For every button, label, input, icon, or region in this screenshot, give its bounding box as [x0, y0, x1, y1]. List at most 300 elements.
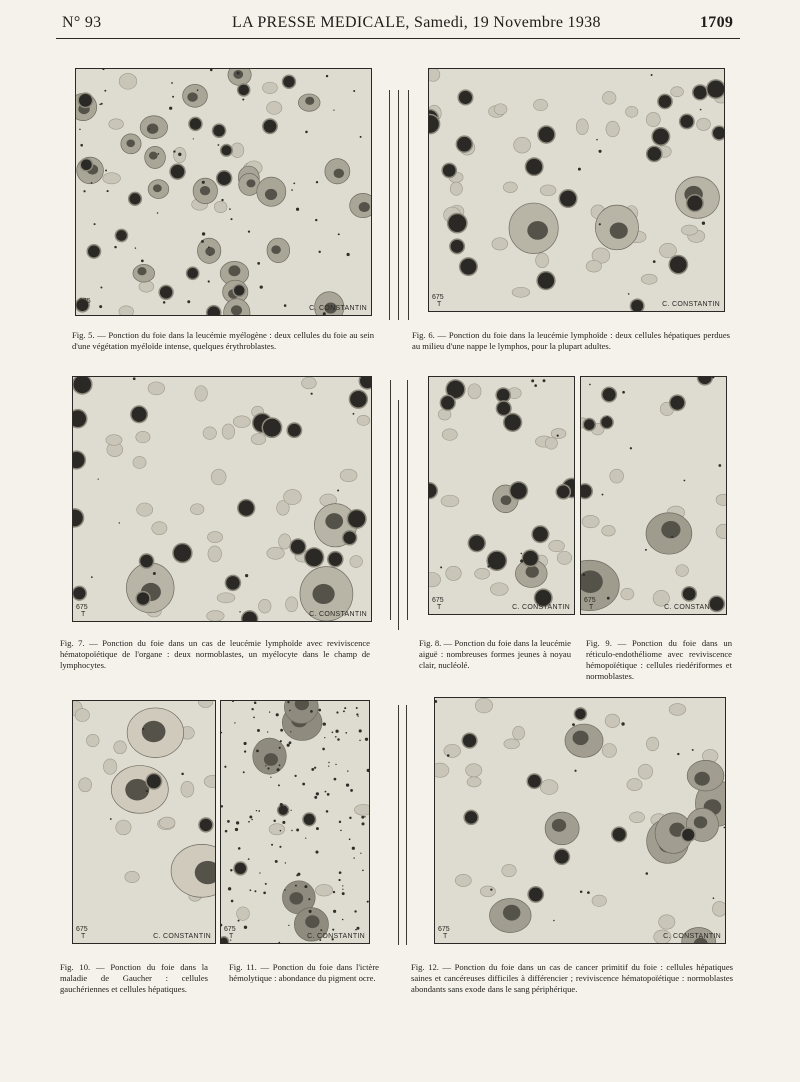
- granule: [225, 830, 228, 833]
- small-cell: [526, 773, 542, 789]
- red-blood-cell: [190, 504, 203, 515]
- small-cell: [611, 826, 627, 842]
- small-cell: [206, 305, 222, 315]
- granule: [257, 262, 260, 265]
- granule: [347, 253, 350, 256]
- granule: [280, 740, 282, 742]
- granule: [582, 573, 585, 576]
- red-blood-cell: [217, 593, 235, 603]
- header-rule: [56, 38, 740, 39]
- granule: [628, 293, 630, 295]
- figure-7-plate: [72, 376, 372, 622]
- small-cell: [697, 377, 713, 386]
- small-cell: [198, 817, 213, 832]
- column-separator: [398, 90, 399, 320]
- granule: [702, 222, 705, 225]
- small-cell: [555, 484, 571, 500]
- small-cell: [342, 530, 357, 545]
- red-blood-cell: [125, 871, 139, 882]
- granule: [332, 731, 334, 733]
- granule: [599, 150, 602, 153]
- granule: [267, 767, 269, 769]
- granule: [221, 732, 222, 734]
- red-blood-cell: [502, 864, 516, 876]
- plate-number: 675: [432, 597, 444, 604]
- granule: [490, 888, 492, 890]
- small-cell: [668, 255, 688, 275]
- granule: [202, 181, 205, 184]
- granule: [276, 713, 279, 716]
- small-cell: [172, 543, 192, 563]
- red-blood-cell: [592, 895, 607, 906]
- large-cell: [148, 180, 169, 199]
- small-cell: [327, 551, 344, 568]
- micrograph-drawing: [76, 69, 371, 315]
- large-cell: [228, 69, 251, 85]
- engraver-signature: C. CONSTANTIN: [309, 305, 367, 312]
- granule: [267, 731, 268, 732]
- granule: [282, 821, 285, 824]
- granule: [289, 710, 291, 712]
- figure-7-caption: Fig. 7. — Ponction du foie dans un cas de leucémie lymphoïde avec reviviscence hématopoïétique de l'organe : deux normoblastes, un myélocyte dans le champ de lymphocytes.: [60, 638, 370, 670]
- granule: [83, 190, 85, 192]
- granule: [557, 435, 559, 437]
- column-separator: [408, 90, 409, 320]
- red-blood-cell: [606, 121, 619, 137]
- granule: [249, 815, 252, 818]
- large-cell: [145, 146, 166, 168]
- column-separator: [398, 705, 399, 945]
- micrograph-drawing: [429, 377, 574, 614]
- granule: [91, 576, 93, 578]
- column-separator: [390, 380, 391, 620]
- red-blood-cell: [429, 69, 440, 81]
- granule: [270, 777, 271, 778]
- small-cell: [73, 586, 87, 601]
- small-cell: [115, 229, 129, 243]
- red-blood-cell: [195, 386, 208, 402]
- red-blood-cell: [586, 260, 601, 272]
- red-blood-cell: [582, 515, 599, 528]
- granule: [304, 885, 307, 888]
- granule: [359, 729, 362, 732]
- granule: [713, 897, 715, 899]
- granule: [332, 929, 334, 931]
- granule: [520, 559, 523, 562]
- large-cell: [565, 724, 603, 757]
- small-cell: [347, 509, 367, 529]
- red-blood-cell: [466, 764, 482, 777]
- granule: [356, 707, 358, 709]
- small-cell: [225, 575, 242, 592]
- red-blood-cell: [133, 456, 146, 468]
- granule: [290, 731, 291, 732]
- plate-letter: T: [229, 933, 234, 940]
- granule: [242, 98, 244, 100]
- granule: [355, 929, 357, 931]
- small-cell: [233, 284, 246, 297]
- small-cell: [237, 499, 255, 517]
- figure-10-caption: Fig. 10. — Ponction du foie dans la maladie de Gaucher : cellules gauchériennes et cellules hépatiques.: [60, 962, 208, 994]
- plate-number: 675: [432, 294, 444, 301]
- granule: [360, 853, 361, 854]
- small-cell: [669, 394, 686, 411]
- red-blood-cell: [669, 704, 686, 716]
- red-blood-cell: [503, 182, 517, 193]
- red-blood-cell: [697, 118, 711, 130]
- granule: [342, 892, 345, 895]
- granule: [221, 805, 223, 807]
- granule: [356, 713, 358, 715]
- small-cell: [77, 92, 93, 108]
- small-cell: [233, 861, 247, 875]
- granule: [258, 810, 260, 812]
- granule: [284, 889, 286, 891]
- granule: [228, 887, 231, 890]
- granule: [671, 536, 673, 538]
- granule: [630, 447, 632, 449]
- granule: [244, 742, 247, 745]
- red-blood-cell: [214, 201, 227, 212]
- micrograph-drawing: [429, 69, 724, 311]
- granule: [263, 892, 266, 895]
- granule: [553, 920, 555, 922]
- granule: [202, 232, 205, 235]
- large-cell: [183, 84, 208, 107]
- small-cell: [241, 610, 259, 621]
- granule: [320, 929, 322, 931]
- large-cell: [350, 193, 371, 217]
- granule: [105, 170, 107, 172]
- granule: [346, 784, 349, 787]
- granule: [310, 710, 313, 713]
- small-cell: [216, 170, 233, 187]
- granule: [224, 766, 226, 768]
- red-blood-cell: [444, 744, 461, 757]
- red-blood-cell: [106, 435, 122, 446]
- granule: [607, 597, 610, 600]
- granule: [248, 821, 250, 823]
- red-blood-cell: [114, 741, 127, 754]
- granule: [294, 775, 296, 777]
- small-cell: [553, 848, 570, 865]
- granule: [543, 379, 546, 382]
- red-blood-cell: [536, 253, 549, 268]
- granule: [221, 199, 223, 201]
- column-separator: [406, 705, 407, 945]
- granule: [718, 464, 721, 467]
- granule: [236, 821, 239, 824]
- red-blood-cell: [602, 525, 616, 536]
- granule: [606, 416, 609, 419]
- granule: [98, 479, 99, 480]
- red-blood-cell: [357, 415, 370, 425]
- plate-letter: T: [81, 933, 86, 940]
- granule: [326, 75, 328, 77]
- small-cell: [651, 127, 670, 146]
- large-cell: [193, 178, 217, 204]
- granule: [684, 480, 686, 482]
- granule: [339, 871, 342, 874]
- small-cell: [212, 123, 227, 138]
- red-blood-cell: [279, 534, 291, 549]
- red-blood-cell: [646, 737, 658, 751]
- granule: [340, 830, 342, 832]
- column-separator: [389, 90, 390, 320]
- granule: [248, 858, 250, 860]
- granule: [197, 89, 199, 91]
- granule: [218, 144, 220, 146]
- red-blood-cell: [119, 306, 134, 315]
- granule: [534, 384, 537, 387]
- red-blood-cell: [75, 709, 89, 722]
- granule: [353, 857, 354, 858]
- small-cell: [128, 192, 142, 206]
- granule: [338, 233, 340, 235]
- small-cell: [486, 550, 507, 571]
- red-blood-cell: [490, 583, 508, 596]
- red-blood-cell: [103, 173, 121, 184]
- small-cell: [289, 538, 306, 555]
- granule: [157, 212, 158, 213]
- plate-number: 675: [76, 926, 88, 933]
- journal-title: LA PRESSE MEDICALE, Samedi, 19 Novembre 1938: [232, 14, 601, 31]
- granule: [440, 566, 442, 568]
- granule: [114, 246, 116, 248]
- granule: [153, 572, 156, 575]
- granule: [141, 260, 144, 263]
- small-cell: [304, 547, 325, 568]
- figure-12-caption: Fig. 12. — Ponction du foie dans un cas de cancer primitif du foie : cellules hépatiques saines et cancéreuses difficiles à différencier ; reviviscence hématopoïétique : normoblastes abondants sans exode dans le sang périphérique.: [411, 962, 733, 994]
- red-blood-cell: [354, 804, 369, 815]
- figure-5-plate: [75, 68, 372, 316]
- figure-6-plate: [428, 68, 725, 312]
- red-blood-cell: [198, 701, 213, 708]
- granule: [100, 287, 102, 289]
- red-blood-cell: [646, 112, 660, 126]
- small-cell: [73, 377, 93, 395]
- red-blood-cell: [441, 495, 459, 507]
- red-blood-cell: [455, 874, 471, 886]
- large-cell: [509, 203, 558, 253]
- granule: [347, 770, 348, 771]
- red-blood-cell: [237, 907, 250, 921]
- figure-8-caption: Fig. 8. — Ponction du foie dans la leucémie aiguë : nombreuses formes jeunes à noyau clair, nucléolé.: [419, 638, 571, 670]
- granule: [102, 69, 104, 70]
- small-cell: [601, 387, 617, 403]
- granule: [531, 379, 534, 382]
- plate-number: 675: [584, 597, 596, 604]
- small-cell: [73, 450, 86, 469]
- granule: [235, 828, 238, 831]
- granule: [596, 139, 598, 141]
- granule: [259, 872, 260, 873]
- red-blood-cell: [712, 901, 725, 916]
- small-cell: [282, 74, 296, 88]
- small-cell: [559, 189, 578, 208]
- granule: [209, 255, 210, 256]
- granule: [335, 736, 337, 738]
- granule: [80, 144, 83, 147]
- granule: [435, 700, 437, 703]
- granule: [234, 722, 235, 723]
- granule: [318, 709, 321, 712]
- red-blood-cell: [116, 820, 131, 835]
- granule: [133, 377, 136, 380]
- large-cell: [257, 177, 286, 206]
- granule: [622, 391, 625, 394]
- granule: [163, 301, 166, 304]
- small-cell: [169, 163, 186, 180]
- red-blood-cell: [630, 812, 645, 823]
- small-cell: [574, 707, 588, 721]
- granule: [146, 790, 148, 792]
- granule: [362, 822, 365, 825]
- granule: [314, 767, 316, 769]
- red-blood-cell: [659, 243, 676, 257]
- plate-letter: T: [437, 604, 442, 611]
- red-blood-cell: [605, 714, 620, 727]
- granule: [232, 701, 234, 702]
- granule: [333, 891, 335, 893]
- large-cell: [127, 708, 184, 758]
- red-blood-cell: [468, 384, 481, 399]
- granule: [277, 768, 280, 771]
- red-blood-cell: [638, 764, 652, 779]
- granule: [107, 190, 109, 192]
- granule: [104, 90, 106, 92]
- plate-number: 675: [79, 298, 91, 305]
- column-separator: [398, 400, 399, 630]
- granule: [293, 182, 295, 184]
- granule: [99, 305, 102, 308]
- granule: [319, 251, 321, 253]
- granule: [119, 522, 120, 523]
- small-cell: [468, 534, 486, 552]
- granule: [574, 770, 576, 772]
- granule: [349, 838, 351, 840]
- granule: [171, 82, 173, 84]
- granule: [447, 754, 450, 757]
- red-blood-cell: [716, 524, 726, 538]
- engraver-signature: C. CONSTANTIN: [662, 301, 720, 308]
- granule: [327, 793, 330, 796]
- granule: [249, 889, 251, 891]
- granule: [316, 827, 319, 830]
- granule: [315, 219, 317, 221]
- granule: [254, 701, 257, 704]
- engraver-signature: C. CONSTANTIN: [664, 604, 722, 611]
- granule: [367, 769, 369, 772]
- small-cell: [262, 118, 278, 134]
- small-cell: [130, 405, 148, 423]
- plate-number: 675: [438, 926, 450, 933]
- granule: [323, 722, 326, 725]
- granule: [101, 103, 103, 105]
- red-blood-cell: [610, 469, 624, 483]
- red-blood-cell: [549, 540, 565, 551]
- red-blood-cell: [512, 287, 530, 297]
- granule: [322, 748, 325, 751]
- granule: [287, 744, 290, 747]
- granule: [487, 565, 489, 567]
- micrograph-drawing: [581, 377, 726, 614]
- red-blood-cell: [671, 87, 684, 97]
- small-cell: [188, 117, 203, 132]
- granule: [257, 729, 260, 732]
- granule: [237, 72, 240, 75]
- engraver-signature: C. CONSTANTIN: [309, 611, 367, 618]
- column-separator: [407, 380, 408, 620]
- granule: [359, 740, 360, 741]
- small-cell: [527, 886, 544, 903]
- red-blood-cell: [475, 698, 492, 713]
- granule: [296, 208, 299, 211]
- red-blood-cell: [641, 274, 657, 284]
- granule: [178, 153, 181, 156]
- granule: [358, 716, 359, 717]
- granule: [364, 816, 365, 817]
- granule: [227, 820, 230, 823]
- red-blood-cell: [340, 469, 357, 482]
- granule: [181, 773, 184, 776]
- granule: [230, 869, 232, 871]
- granule: [360, 136, 362, 138]
- granule: [316, 181, 318, 183]
- granule: [169, 107, 172, 110]
- granule: [221, 924, 222, 927]
- large-cell: [140, 116, 167, 139]
- red-blood-cell: [435, 763, 449, 777]
- small-cell: [158, 285, 173, 300]
- plate-number: 675: [224, 926, 236, 933]
- red-blood-cell: [137, 503, 153, 516]
- granule: [110, 818, 112, 820]
- granule: [361, 816, 364, 819]
- figure-10-plate: [72, 700, 216, 944]
- small-cell: [440, 395, 456, 411]
- small-cell: [145, 773, 162, 790]
- red-blood-cell: [551, 429, 566, 439]
- granule: [342, 889, 343, 890]
- red-blood-cell: [262, 82, 277, 93]
- granule: [157, 153, 159, 155]
- small-cell: [262, 417, 283, 438]
- granule: [653, 260, 656, 263]
- red-blood-cell: [207, 532, 222, 543]
- granule: [354, 910, 356, 912]
- large-cell: [171, 844, 215, 897]
- large-cell: [687, 760, 724, 791]
- granule: [187, 300, 190, 303]
- red-blood-cell: [681, 225, 697, 235]
- red-blood-cell: [504, 739, 520, 749]
- granule: [308, 898, 310, 900]
- engraver-signature: C. CONSTANTIN: [153, 933, 211, 940]
- small-cell: [531, 525, 549, 543]
- figure-5-caption: Fig. 5. — Ponction du foie dans la leucémie myélogène : deux cellules du foie au sein d'une végétation myéloïde intense, quelques érythroblastes.: [72, 330, 374, 351]
- red-blood-cell: [203, 427, 216, 440]
- granule: [521, 553, 523, 555]
- granule: [231, 900, 234, 903]
- red-blood-cell: [676, 565, 689, 577]
- small-cell: [537, 125, 556, 144]
- red-blood-cell: [450, 182, 462, 195]
- granule: [315, 851, 318, 854]
- granule: [99, 104, 101, 106]
- granule: [201, 240, 204, 243]
- large-cell: [197, 238, 220, 263]
